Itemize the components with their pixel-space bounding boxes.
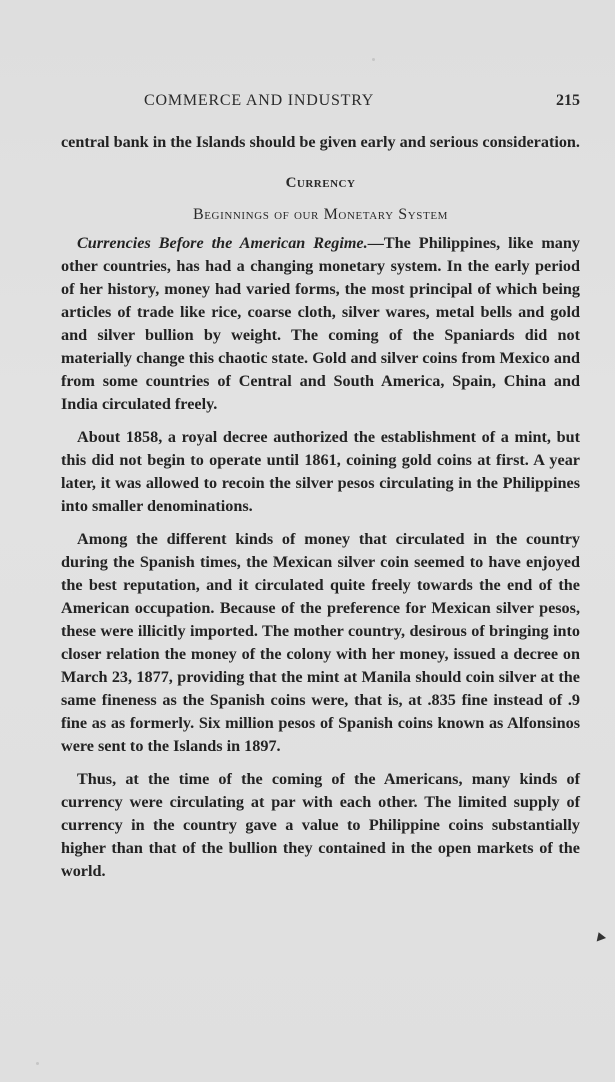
paragraph-3: Among the different kinds of money that circulated in the country during the Spanish times, the Mexican silver coin seemed to have enjoyed the best reputation, and it circulated quite freely towards the end of the American occupation. Because of the preference for Mexican silver pesos, these were illicitly imported. The mother country, desirous of bringing into closer relation the money of the colony with her money, issued a decree on March 23, 1877, providing that the mint at Manila should coin silver at the same fineness as the Spanish coins were, that is, at .835 fine instead of .9 fine as as formerly. Six million pesos of Spanish coins known as Alfonsinos were sent to the Islands in 1897. xyxy=(61,530,580,755)
paper-speck xyxy=(372,58,375,61)
paragraph-2: About 1858, a royal decree authorized the establishment of a mint, but this did not begin to operate until 1861, coining gold coins at first. A year later, it was allowed to recoin the silver pesos circulating in the Philippines into smaller denominations. xyxy=(61,428,580,515)
corner-mark-icon xyxy=(594,931,606,942)
page-number: 215 xyxy=(556,92,580,109)
paragraph-1 xyxy=(61,232,580,416)
paper-speck xyxy=(36,1062,39,1065)
page-header xyxy=(60,92,580,116)
subsection-heading: Beginnings of our Monetary System xyxy=(192,206,449,223)
paragraph-1-body: —The Philippines, like many other countries, has had a changing monetary system. In the early period of her history, money had varied forms, the most principal of which being articles of trade like rice, coarse cloth, silver wares, metal bells and gold and silver bullion by weight. The coming of the Spaniards did not materially change this chaotic state. Gold and silver coins from Mexico and from some countries of Central and South America, Spain, China and India circulated freely. xyxy=(61,234,580,413)
running-head: COMMERCE AND INDUSTRY xyxy=(144,92,375,109)
continuation-paragraph: central bank in the Islands should be given early and serious consideration. xyxy=(61,133,580,151)
paragraph-1-lead: Currencies Before the American Regime. xyxy=(77,234,368,252)
paragraph-4: Thus, at the time of the coming of the Americans, many kinds of currency were circulating at par with each other. The limited supply of currency in the country gave a value to Philippine coins substantially higher than that of the bullion they contained in the open markets of the world. xyxy=(61,770,580,880)
section-heading: Currency xyxy=(285,175,356,191)
body-text xyxy=(61,131,580,883)
